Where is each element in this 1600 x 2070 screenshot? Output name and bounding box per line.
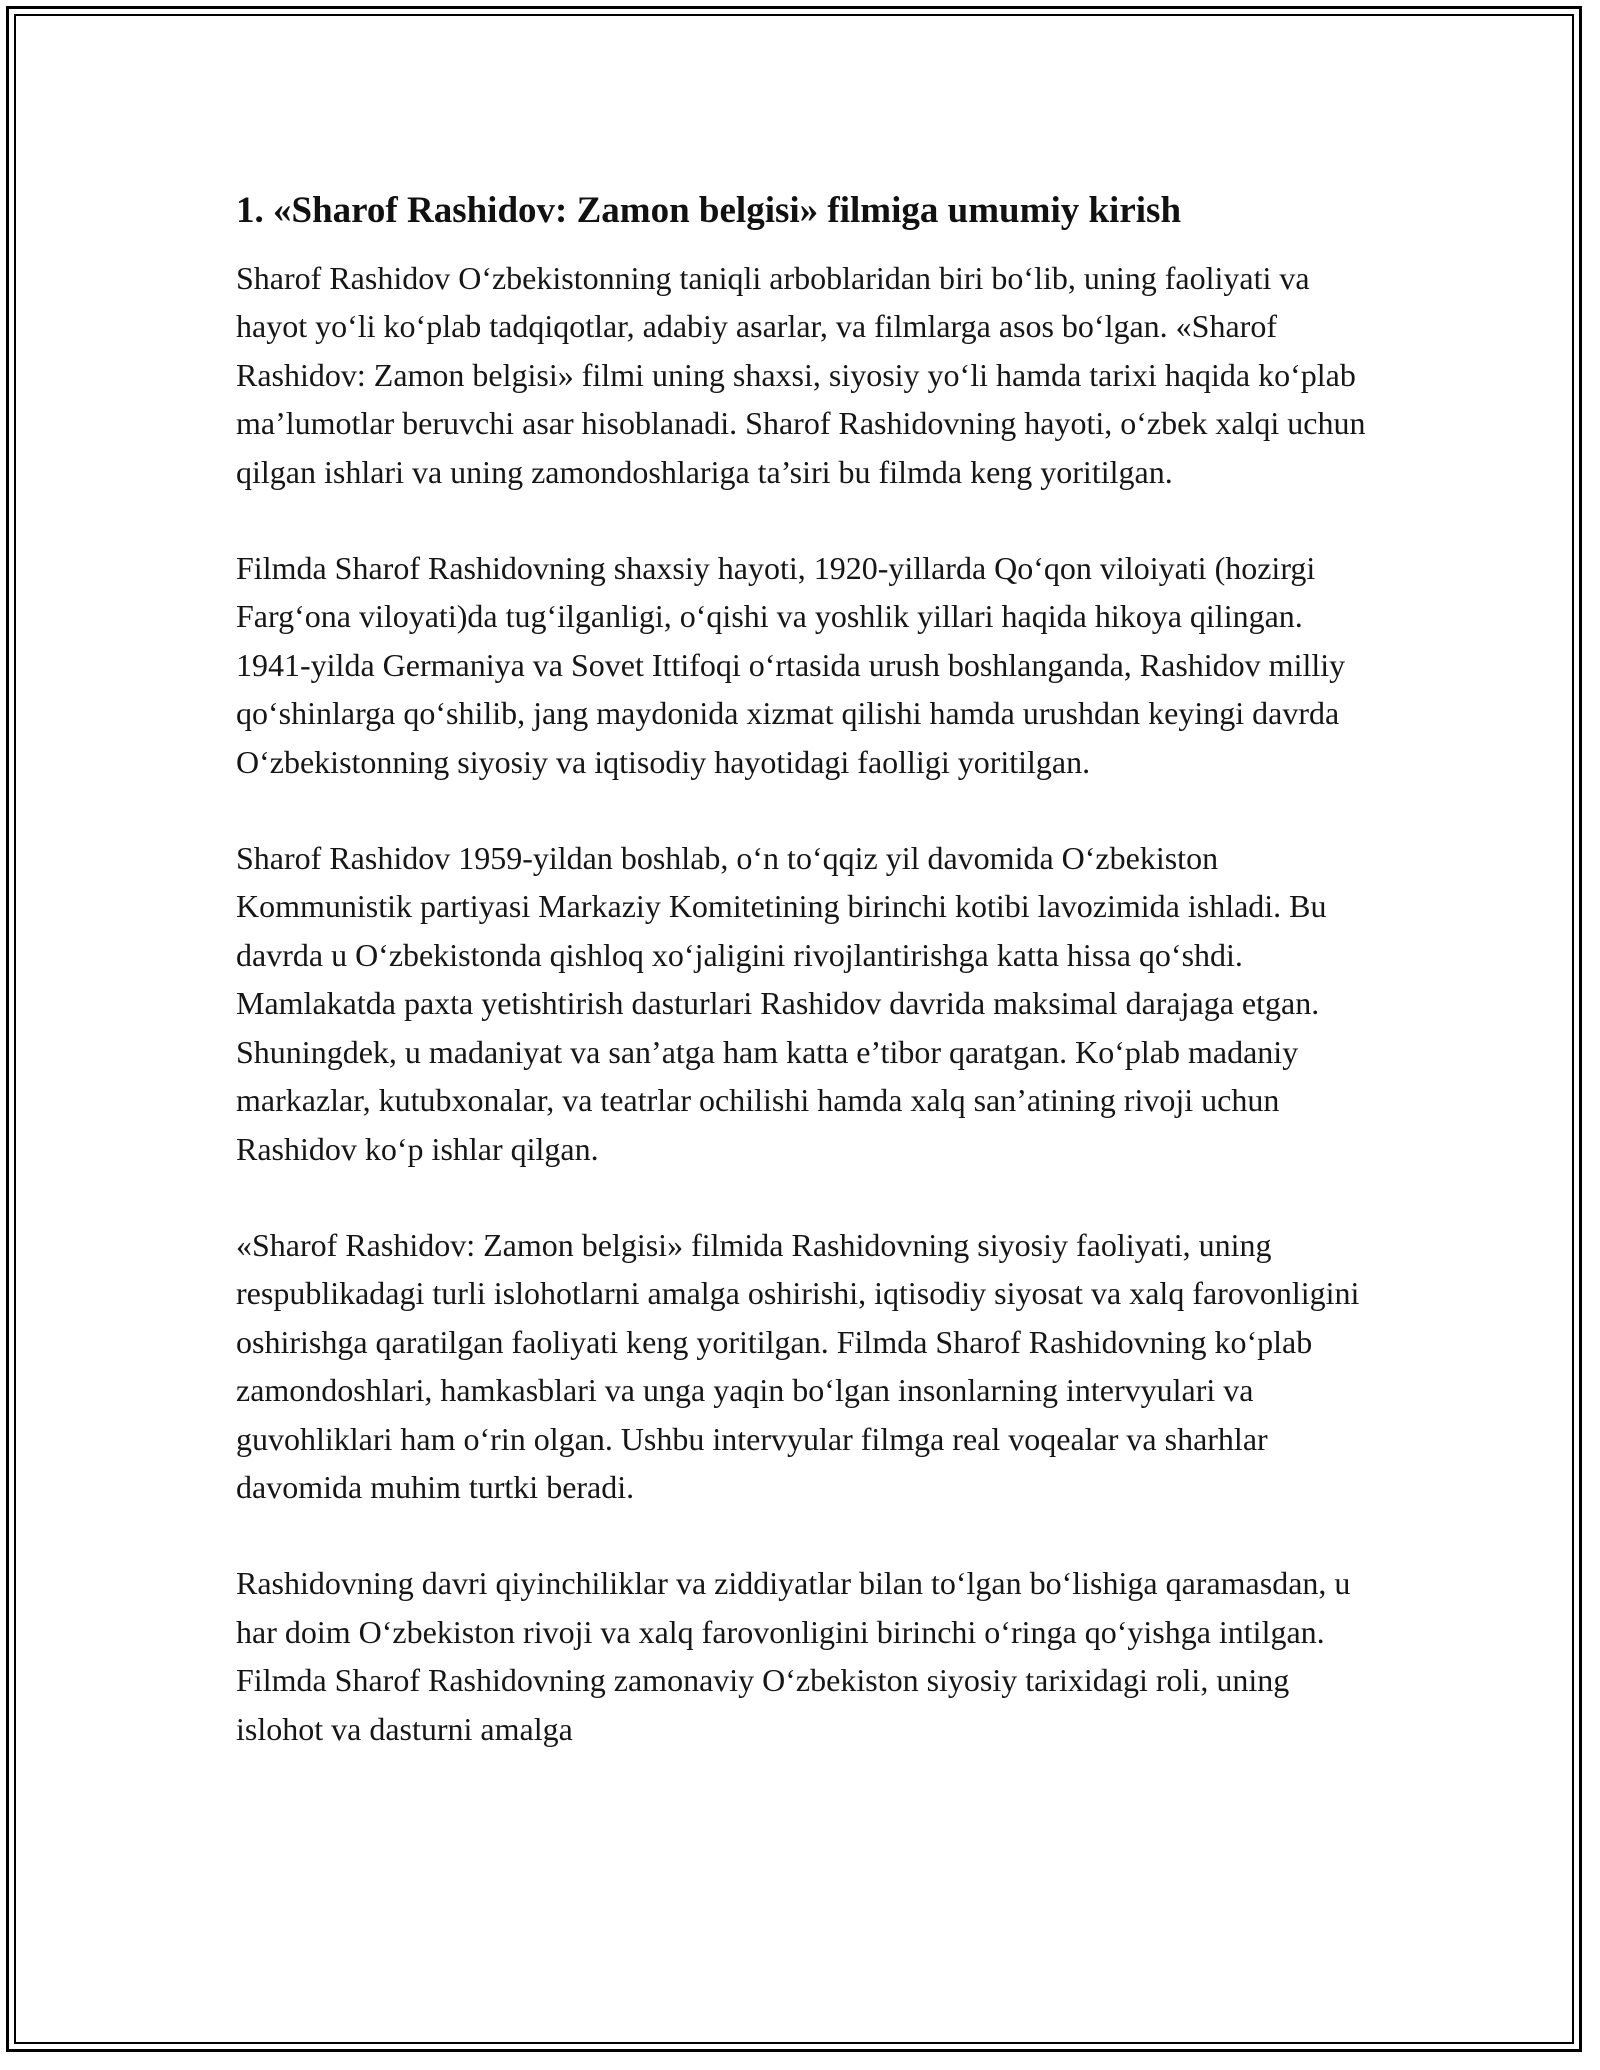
document-body bbox=[236, 186, 1376, 1801]
paragraph-4: «Sharof Rashidov: Zamon belgisi» filmida Rashidovning siyosiy faoliyati, uning respublikadagi turli islohotlarni amalga oshirishi, iqtisodiy siyosat va xalq farovonligini oshirishga qaratilgan faoliyati keng yoritilgan. Filmda Sharof Rashidovning ko‘plab zamondoshlari, hamkasblari va unga yaqin bo‘lgan insonlarning intervyulari va guvohliklari ham o‘rin olgan. Ushbu intervyular filmga real voqealar va sharhlar davomida muhim turtki beradi. bbox=[236, 1226, 1360, 1505]
paragraph-2: Filmda Sharof Rashidovning shaxsiy hayoti, 1920-yillarda Qo‘qon viloiyati (hozirgi Farg‘ona viloyati)da tug‘ilganligi, o‘qishi va yoshlik yillari haqida hikoya qilingan. 1941-yilda Germaniya va Sovet Ittifoqi o‘rtasida urush boshlanganda, Rashidov milliy qo‘shinlarga qo‘shilib, jang maydonida xizmat qilishi hamda urushdan keyingi davrda O‘zbekistonning siyosiy va iqtisodiy hayotidagi faolligi yoritilgan. bbox=[236, 550, 1346, 780]
paragraph-5: Rashidovning davri qiyinchiliklar va ziddiyatlar bilan to‘lgan bo‘lishiga qaramasdan, u har doim O‘zbekiston rivoji va xalq farovonligini birinchi o‘ringa qo‘yishga intilgan. Filmda Sharof Rashidovning zamonaviy O‘zbekiston siyosiy tarixidagi roli, uning islohot va dasturni amalga bbox=[236, 1565, 1351, 1747]
paragraph-3: Sharof Rashidov 1959-yildan boshlab, o‘n to‘qqiz yil davomida O‘zbekiston Kommunistik partiyasi Markaziy Komitetining birinchi kotibi lavozimida ishladi. Bu davrda u O‘zbekistonda qishloq xo‘jaligini rivojlantirishga katta hissa qo‘shdi. Mamlakatda paxta yetishtirish dasturlari Rashidov davrida maksimal darajaga etgan. Shuningdek, u madaniyat va san’atga ham katta e’tibor qaratgan. Ko‘plab madaniy markazlar, kutubxonalar, va teatrlar ochilishi hamda xalq san’atining rivoji uchun Rashidov ko‘p ishlar qilgan. bbox=[236, 840, 1327, 1167]
paragraph-1: Sharof Rashidov O‘zbekistonning taniqli arboblaridan biri bo‘lib, uning faoliyati va hayot yo‘li ko‘plab tadqiqotlar, adabiy asarlar, va filmlarga asos bo‘lgan. «Sharof Rashidov: Zamon belgisi» filmi uning shaxsi, siyosiy yo‘li hamda tarixi haqida ko‘plab ma’lumotlar beruvchi asar hisoblanadi. Sharof Rashidovning hayoti, o‘zbek xalqi uchun qilgan ishlari va uning zamondoshlariga ta’siri bu filmda keng yoritilgan. bbox=[236, 260, 1366, 490]
section-title: 1. «Sharof Rashidov: Zamon belgisi» filmiga umumiy kirish bbox=[236, 190, 1182, 231]
